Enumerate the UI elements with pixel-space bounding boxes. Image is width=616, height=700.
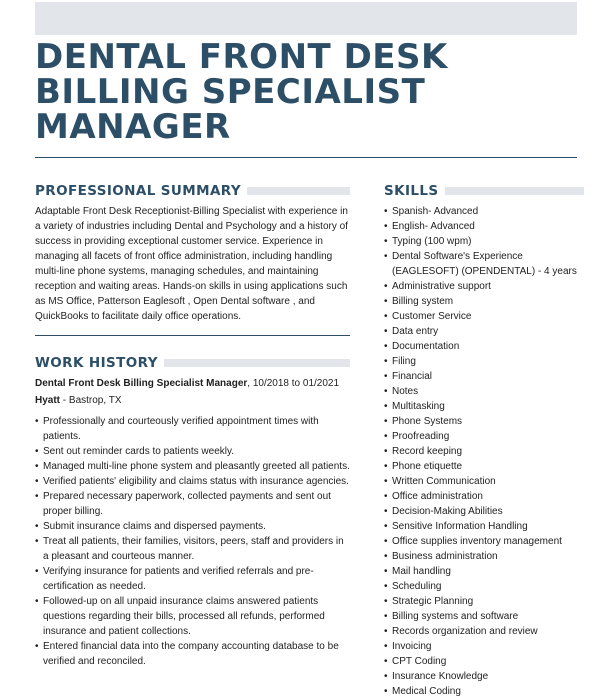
skill-item: • Office administration — [384, 489, 584, 504]
skill-item: • Data entry — [384, 324, 584, 339]
skill-item: • Proofreading — [384, 429, 584, 444]
duty-item: • Verified patients' eligibility and claims status with insurance agencies. — [35, 474, 350, 489]
skill-item: • CPT Coding — [384, 654, 584, 669]
work-history-heading: WORK HISTORY — [35, 355, 158, 371]
skills-section-header — [384, 182, 584, 200]
skill-item: • Administrative support — [384, 279, 584, 294]
skill-item: • Documentation — [384, 339, 584, 354]
name-line-3: MANAGER — [35, 107, 231, 147]
skill-item: • Customer Service — [384, 309, 584, 324]
duty-item: • Prepared necessary paperwork, collected payments and sent out proper billing. — [35, 489, 350, 519]
skill-item: • Scheduling — [384, 579, 584, 594]
company-name: Hyatt — [35, 395, 61, 406]
skill-item: • Filing — [384, 354, 584, 369]
duty-item: • Entered financial data into the company accounting database to be verified and reconciled. — [35, 639, 350, 669]
skill-item: • Phone etiquette — [384, 459, 584, 474]
skill-item: • Sensitive Information Handling — [384, 519, 584, 534]
skill-item: • Billing system — [384, 294, 584, 309]
summary-text: Adaptable Front Desk Receptionist-Billing Specialist with experience in a variety of industries including Dental and Psychology and a history of success in providing exceptional customer service. Experience in managing all facets of front office administration, including handling multi-line phone systems, managing schedules, and maintaining reception and waiting areas. Hands-on skills in using applications such as MS Office, Patterson Eaglesoft , Open Dental software , and QuickBooks to facilitate daily office operations. — [35, 206, 348, 322]
skill-item: • Invoicing — [384, 639, 584, 654]
section-bar — [247, 187, 350, 195]
duty-item: • Submit insurance claims and dispersed payments. — [35, 519, 350, 534]
skill-item: • Insurance Knowledge — [384, 669, 584, 684]
skills-heading: SKILLS — [384, 183, 439, 199]
right-column — [384, 182, 584, 699]
resume-name — [35, 37, 595, 147]
skill-item: • Typing (100 wpm) — [384, 234, 584, 249]
duty-item: • Followed-up on all unpaid insurance claims answered patients questions regarding their bills, processed all refunds, performed insurance and patient collections. — [35, 594, 350, 639]
duty-item: • Professionally and courteously verified appointment times with patients. — [35, 414, 350, 444]
left-column — [35, 182, 350, 669]
skill-item: • Dental Software's Experience (EAGLESOFT) (OPENDENTAL) - 4 years — [384, 249, 584, 279]
skill-item: • Mail handling — [384, 564, 584, 579]
skills-list — [384, 204, 584, 699]
skill-item: • Strategic Planning — [384, 594, 584, 609]
summary-section-header — [35, 182, 350, 200]
job-dates: , 10/2018 to 01/2021 — [247, 378, 340, 389]
skill-item: • Spanish- Advanced — [384, 204, 584, 219]
duty-item: • Managed multi-line phone system and pleasantly greeted all patients. — [35, 459, 350, 474]
skill-item: • Records organization and review — [384, 624, 584, 639]
name-divider — [35, 157, 577, 158]
job-title-line — [35, 376, 350, 391]
skill-item: • Decision-Making Abilities — [384, 504, 584, 519]
skill-item: • Phone Systems — [384, 414, 584, 429]
section-divider — [35, 335, 350, 336]
skill-item: • English- Advanced — [384, 219, 584, 234]
duty-item: • Sent out reminder cards to patients weekly. — [35, 444, 350, 459]
skill-item: • Billing systems and software — [384, 609, 584, 624]
name-line-2: BILLING SPECIALIST — [35, 72, 426, 112]
skill-item: • Office supplies inventory management — [384, 534, 584, 549]
duties-list — [35, 414, 350, 669]
work-history-section-header — [35, 354, 350, 372]
skill-item: • Medical Coding — [384, 684, 584, 699]
skill-item: • Record keeping — [384, 444, 584, 459]
header-decoration-bar — [35, 2, 577, 35]
name-line-1: DENTAL FRONT DESK — [35, 37, 448, 77]
section-bar — [445, 187, 584, 195]
skill-item: • Written Communication — [384, 474, 584, 489]
duty-item: • Treat all patients, their families, visitors, peers, staff and providers in a pleasant and courteous manner. — [35, 534, 350, 564]
duty-item: • Verifying insurance for patients and verified referrals and pre-certification as needed. — [35, 564, 350, 594]
company-line — [35, 393, 350, 408]
company-location: - Bastrop, TX — [60, 395, 122, 406]
skill-item: • Financial — [384, 369, 584, 384]
job-title: Dental Front Desk Billing Specialist Manager — [35, 378, 248, 389]
section-bar — [164, 359, 350, 367]
summary-heading: PROFESSIONAL SUMMARY — [35, 183, 242, 199]
skill-item: • Business administration — [384, 549, 584, 564]
skill-item: • Multitasking — [384, 399, 584, 414]
skill-item: • Notes — [384, 384, 584, 399]
